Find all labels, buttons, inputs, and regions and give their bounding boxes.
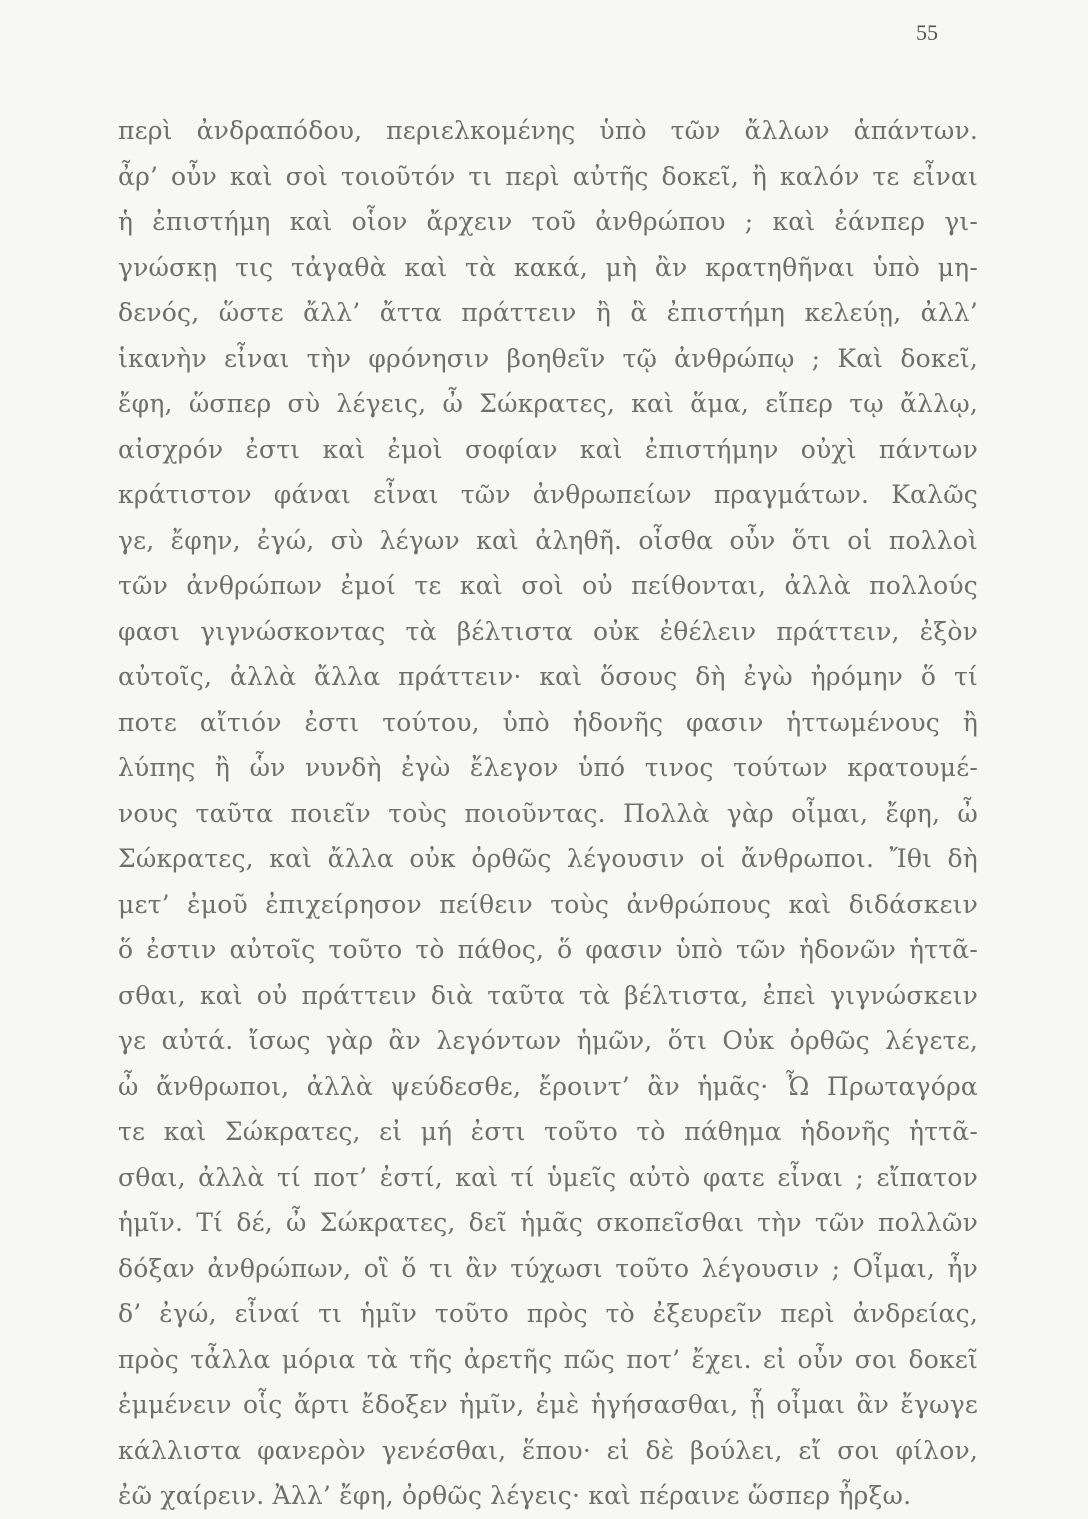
text-line: αἰσχρόν ἐστι καὶ ἐμοὶ σοφίαν καὶ ἐπιστήμην οὐχὶ πάντων <box>118 434 978 464</box>
text-line: φασι γιγνώσκοντας τὰ βέλτιστα οὐκ ἐθέλειν πράττειν, ἐξὸν <box>118 616 978 646</box>
text-line: ἡ ἐπιστήμη καὶ οἷον ἄρχειν τοῦ ἀνθρώπου ; καὶ ἐάνπερ γι- <box>118 207 978 236</box>
text-line: νους ταῦτα ποιεῖν τοὺς ποιοῦντας. Πολλὰ γὰρ οἶμαι, ἔφη, ὦ <box>118 798 978 828</box>
text-line: τε καὶ Σώκρατες, εἰ μή ἐστι τοῦτο τὸ πάθημα ἡδονῆς ἡττᾶ- <box>118 1117 978 1146</box>
text-line: ἱκανὴν εἶναι τὴν φρόνησιν βοηθεῖν τῷ ἀνθρώπῳ ; Καὶ δοκεῖ, <box>118 343 978 373</box>
text-line: δόξαν ἀνθρώπων, οἳ ὅ τι ἂν τύχωσι τοῦτο λέγουσιν ; Οἶμαι, ἦν <box>118 1253 978 1283</box>
text-line: ἐμμένειν οἷς ἄρτι ἔδοξεν ἡμῖν, ἐμὲ ἡγήσασθαι, ᾗ οἶμαι ἂν ἔγωγε <box>118 1390 978 1419</box>
text-line: Σώκρατες, καὶ ἄλλα οὐκ ὀρθῶς λέγουσιν οἱ ἄνθρωποι. Ἴθι δὴ <box>118 844 978 873</box>
text-line: λύπης ἢ ὧν νυνδὴ ἐγὼ ἔλεγον ὑπό τινος τούτων κρατουμέ- <box>118 753 978 782</box>
page-number: 55 <box>916 20 938 45</box>
text-line: ἡμῖν. Τί δέ, ὦ Σώκρατες, δεῖ ἡμᾶς σκοπεῖσθαι τὴν τῶν πολλῶν <box>118 1208 978 1237</box>
text-line: σθαι, ἀλλὰ τί ποτ’ ἐστί, καὶ τί ὑμεῖς αὐτὸ φατε εἶναι ; εἴπατον <box>118 1162 978 1192</box>
text-line: δ’ ἐγώ, εἶναί τι ἡμῖν τοῦτο πρὸς τὸ ἐξευρεῖν περὶ ἀνδρείας, <box>118 1299 978 1328</box>
text-line: κάλλιστα φανερὸν γενέσθαι, ἕπου· εἰ δὲ βούλει, εἴ σοι φίλον, <box>118 1435 978 1465</box>
text-line: αὐτοῖς, ἀλλὰ ἄλλα πράττειν· καὶ ὅσους δὴ ἐγὼ ἠρόμην ὅ τί <box>118 662 978 691</box>
text-line: γε αὐτά. ἴσως γὰρ ἂν λεγόντων ἡμῶν, ὅτι Οὐκ ὀρθῶς λέγετε, <box>118 1026 978 1055</box>
text-line: ἔφη, ὥσπερ σὺ λέγεις, ὦ Σώκρατες, καὶ ἅμα, εἴπερ τῳ ἄλλῳ, <box>118 389 978 418</box>
text-line: κράτιστον φάναι εἶναι τῶν ἀνθρωπείων πραγμάτων. Καλῶς <box>118 480 978 509</box>
greek-text-body <box>118 108 978 1519</box>
text-line: ποτε αἴτιόν ἐστι τούτου, ὑπὸ ἡδονῆς φασιν ἡττωμένους ἢ <box>118 707 978 737</box>
text-line: γνώσκῃ τις τἀγαθὰ καὶ τὰ κακά, μὴ ἂν κρατηθῆναι ὑπὸ μη- <box>118 252 978 282</box>
text-line: ὦ ἄνθρωποι, ἀλλὰ ψεύδεσθε, ἔροιντ’ ἂν ἡμᾶς· Ὦ Πρωταγόρα <box>118 1071 978 1101</box>
text-line: μετ’ ἐμοῦ ἐπιχείρησον πείθειν τοὺς ἀνθρώπους καὶ διδάσκειν <box>118 889 978 919</box>
text-line: σθαι, καὶ οὐ πράττειν διὰ ταῦτα τὰ βέλτιστα, ἐπεὶ γιγνώσκειν <box>118 980 978 1010</box>
text-line: πρὸς τἆλλα μόρια τὰ τῆς ἀρετῆς πῶς ποτ’ ἔχει. εἰ οὖν σοι δοκεῖ <box>118 1344 978 1374</box>
text-line: δενός, ὥστε ἄλλ’ ἄττα πράττειν ἢ ἃ ἐπιστήμη κελεύῃ, ἀλλ’ <box>118 298 978 327</box>
text-line: ἆρ’ οὖν καὶ σοὶ τοιοῦτόν τι περὶ αὐτῆς δοκεῖ, ἢ καλόν τε εἶναι <box>118 161 978 191</box>
text-line-last: ἐῶ χαίρειν. Ἀλλ’ ἔφη, ὀρθῶς λέγεις· καὶ πέραινε ὥσπερ ἦρξω. <box>118 1481 912 1510</box>
text-line: περὶ ἀνδραπόδου, περιελκομένης ὑπὸ τῶν ἄλλων ἁπάντων. <box>118 116 978 145</box>
text-line: ὅ ἐστιν αὐτοῖς τοῦτο τὸ πάθος, ὅ φασιν ὑπὸ τῶν ἡδονῶν ἡττᾶ- <box>118 935 978 964</box>
text-line: γε, ἔφην, ἐγώ, σὺ λέγων καὶ ἀληθῆ. οἶσθα οὖν ὅτι οἱ πολλοὶ <box>118 525 978 555</box>
text-line: τῶν ἀνθρώπων ἐμοί τε καὶ σοὶ οὐ πείθονται, ἀλλὰ πολλούς <box>118 571 978 600</box>
